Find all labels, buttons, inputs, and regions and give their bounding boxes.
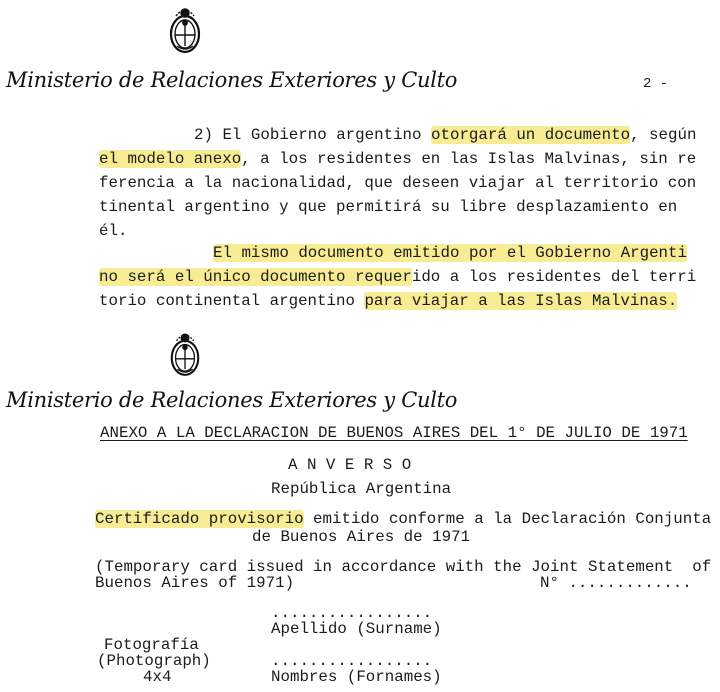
paragraph-2 xyxy=(99,244,697,316)
paragraph-1-line-2 xyxy=(99,150,696,168)
surname-dots: ................. xyxy=(271,604,433,622)
surname-label: Apellido (Surname) xyxy=(271,620,442,638)
paragraph-1-line-1 xyxy=(194,126,696,144)
highlight: no será el único documento requer xyxy=(99,268,412,286)
photo-label-es: Fotografía xyxy=(104,636,199,654)
ministry-letterhead: Ministerio de Relaciones Exteriores y Culto xyxy=(6,68,458,92)
ministry-letterhead: Ministerio de Relaciones Exteriores y Culto xyxy=(6,388,458,412)
forenames-dots: ................. xyxy=(271,652,433,670)
number-field xyxy=(540,574,692,592)
photo-size: 4x4 xyxy=(143,668,172,686)
highlight: otorgará un documento xyxy=(431,126,631,144)
highlight: el modelo anexo xyxy=(99,150,242,168)
text: emitido conforme a la Declaración Conjunta xyxy=(303,510,712,528)
side-label: A N V E R S O xyxy=(288,456,412,474)
text: torio continental argentino xyxy=(99,292,365,310)
highlight: Certificado provisorio xyxy=(95,510,304,528)
coat-of-arms-icon xyxy=(167,327,203,383)
coat-of-arms-icon xyxy=(166,2,204,60)
number-label: N° xyxy=(540,574,559,592)
paragraph-2-line-2 xyxy=(99,268,696,286)
highlight: para viajar a las Islas Malvinas. xyxy=(364,292,678,310)
page-number: 2 - xyxy=(643,76,669,92)
highlight: El mismo documento emitido por el Gobierno Argenti xyxy=(213,244,687,262)
text: 2) El Gobierno argentino xyxy=(194,126,431,144)
photo-label-en: (Photograph) xyxy=(97,652,211,670)
certificate-line-1 xyxy=(95,510,711,528)
paragraph-1-line-5: él. xyxy=(99,222,128,240)
paragraph-2-line-1 xyxy=(213,244,687,262)
paragraph-2-line-3 xyxy=(99,292,677,310)
paragraph-1-line-3: ferencia a la nacionalidad, que deseen viajar al territorio con xyxy=(99,174,697,192)
paragraph-1 xyxy=(99,126,697,240)
number-dots: ............. xyxy=(568,574,692,592)
text: ido a los residentes del terri xyxy=(411,268,697,286)
country-label: República Argentina xyxy=(271,480,452,498)
text: , a los residentes en las Islas Malvinas, sin re xyxy=(241,150,697,168)
english-line-1: (Temporary card issued in accordance with the Joint Statement of xyxy=(95,558,712,576)
forenames-label: Nombres (Fornames) xyxy=(271,668,442,686)
text: , según xyxy=(630,126,697,144)
english-line-2: Buenos Aires of 1971) xyxy=(95,574,295,592)
paragraph-1-line-4: tinental argentino y que permitirá su libre desplazamiento en xyxy=(99,198,678,216)
certificate-line-2: de Buenos Aires de 1971 xyxy=(252,528,471,546)
annex-heading: ANEXO A LA DECLARACION DE BUENOS AIRES DEL 1° DE JULIO DE 1971 xyxy=(100,424,688,442)
